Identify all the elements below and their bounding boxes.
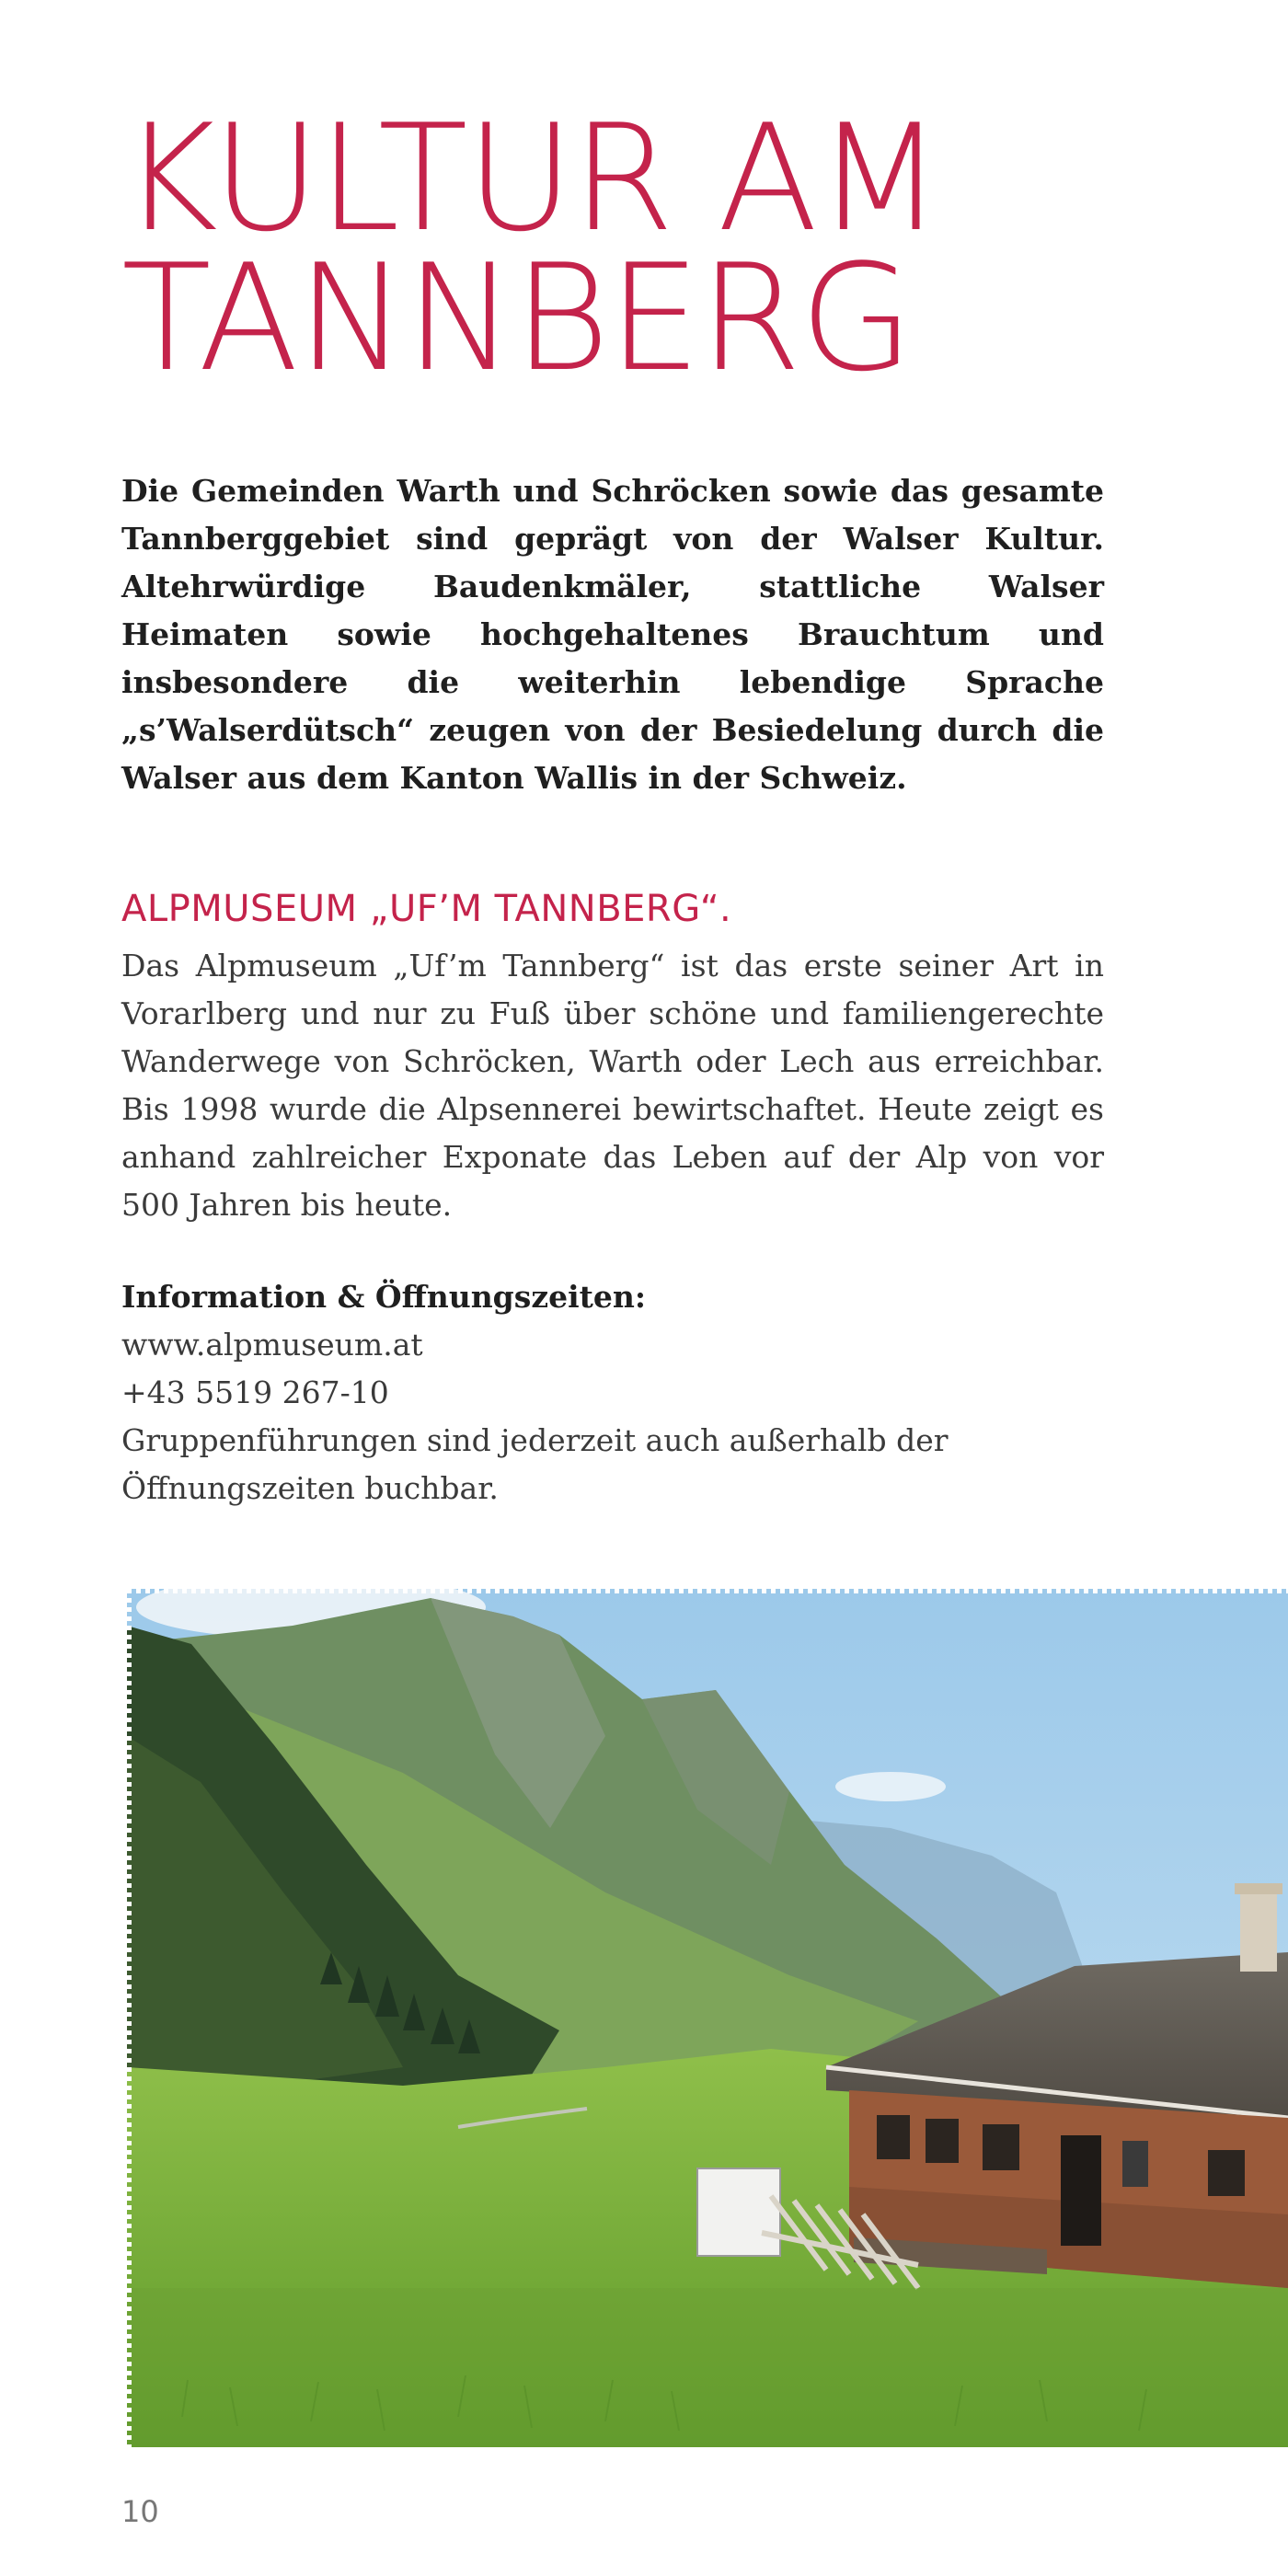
- page-number: 10: [121, 2494, 159, 2529]
- page-title: [121, 92, 1133, 404]
- mountain-landscape-image: [127, 1589, 1288, 2447]
- alpmuseum-description: Das Alpmuseum „Uf’m Tannberg“ ist das erste seiner Art in Vorarlberg und nur zu Fuß über schöne und familiengerechte Wanderwege von Schröcken, Warth oder Lech aus erreichbar. Bis 1998 wurde die Alpsennerei bewirtschaftet. Heute zeigt es anhand zahlreicher Exponate das Leben auf der Alp von vor 500 Jahren bis heute.: [121, 948, 1104, 1223]
- alp-hut-photo: [127, 1589, 1288, 2447]
- intro-paragraph: Die Gemeinden Warth und Schröcken sowie das gesamte Tannberggebiet sind geprägt von der Walser Kultur. Altehrwürdige Baudenkmäler, stattliche Walser Heimaten sowie hochgehaltenes Brauchtum und insbesondere die weiterhin lebendige Sprache „s’Walserdütsch“ zeugen von der Besiedelung durch die Walser aus dem Kanton Wallis in der Schweiz.: [121, 473, 1104, 796]
- page-title-line-1: KULTUR AM: [121, 92, 942, 264]
- page-title-line-2: TANNBERG: [121, 232, 913, 404]
- group-tours-note-line-1: Gruppenführungen sind jederzeit auch außerhalb der: [121, 1422, 949, 1458]
- group-tours-note-line-2: Öffnungszeiten buchbar.: [121, 1470, 499, 1506]
- info-heading: Information & Öffnungszeiten:: [121, 1279, 647, 1315]
- alpmuseum-heading: ALPMUSEUM „UF’M TANNBERG“.: [121, 888, 732, 930]
- website-link[interactable]: www.alpmuseum.at: [121, 1327, 423, 1363]
- phone-number: +43 5519 267-10: [121, 1374, 389, 1410]
- info-block: [121, 1273, 1104, 1512]
